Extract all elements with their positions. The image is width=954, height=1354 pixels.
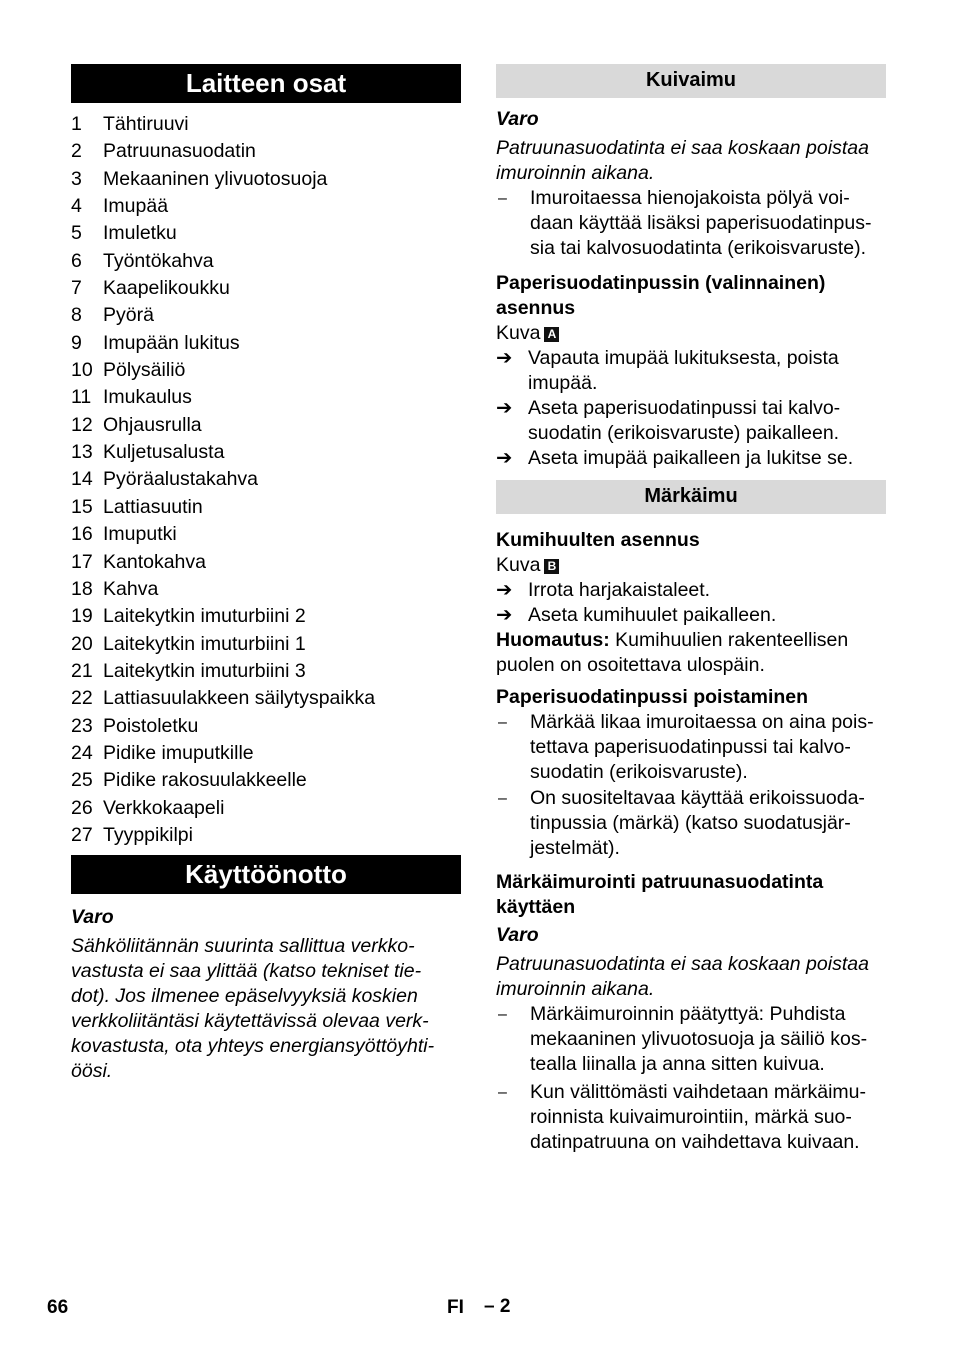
step-item <box>496 603 886 628</box>
part-number: 14 <box>71 468 93 491</box>
dash-item-text <box>530 786 886 861</box>
text-line: tinpussia (märkä) (katso suodatusjär- <box>530 812 851 834</box>
text-line: mekaaninen ylivuotosuoja ja säiliö kos- <box>530 1028 868 1050</box>
section-heading-commissioning: Käyttöönotto <box>71 855 461 894</box>
list-item <box>71 549 461 576</box>
language-code: FI <box>447 1297 464 1318</box>
text-line: Aseta imupää paikalleen ja lukitse se. <box>528 447 854 469</box>
list-item <box>71 111 461 138</box>
text-line: kovastusta, ota yhteys energiansyöttöyhti- <box>71 1035 435 1058</box>
caution-text <box>496 136 886 186</box>
text-line: suodatin (erikoisvaruste). <box>530 761 748 783</box>
list-item <box>71 767 461 794</box>
part-number: 4 <box>71 195 82 218</box>
text-line: imuroinnin aikana. <box>496 978 655 1000</box>
parts-list <box>71 111 461 849</box>
dash-list-item <box>496 1002 886 1077</box>
dash-bullet: – <box>498 1006 507 1023</box>
subheading-rubber-lips: Kumihuulten asennus <box>496 529 700 551</box>
arrow-icon: ➔ <box>496 447 513 469</box>
list-item <box>71 302 461 329</box>
caution-label: Varo <box>496 108 539 130</box>
dash-list-item <box>496 186 886 261</box>
text-line: On suositeltavaa käyttää erikoissuoda- <box>530 787 865 809</box>
step-text <box>528 446 886 471</box>
part-number: 15 <box>71 495 93 518</box>
part-label: Ohjausrulla <box>103 413 202 436</box>
text-line: tettava paperisuodatinpussi tai kalvo- <box>530 736 851 758</box>
text-line: Irrota harjakaistaleet. <box>528 579 711 601</box>
step-item <box>496 346 886 396</box>
part-label: Pyöräalustakahva <box>103 468 259 491</box>
list-item <box>71 357 461 384</box>
part-label: Tähtiruuvi <box>103 113 189 135</box>
part-label: Patruunasuodatin <box>103 140 256 163</box>
part-label: Laitekytkin imuturbiini 2 <box>103 605 306 628</box>
step-text <box>528 396 886 446</box>
section-heading-dry-vacuum: Kuivaimu <box>496 64 886 98</box>
text-line: Patruunasuodatinta ei saa koskaan poistaa <box>496 953 869 975</box>
text-line: puolen on osoitettava ulospäin. <box>496 654 765 676</box>
step-item <box>496 446 886 471</box>
list-item <box>71 603 461 630</box>
part-label: Kantokahva <box>103 550 206 573</box>
text-line: Paperisuodatinpussin (valinnainen) <box>496 272 826 294</box>
list-item <box>71 439 461 466</box>
figure-letter-badge: A <box>544 327 559 342</box>
list-item <box>71 521 461 548</box>
list-item <box>71 795 461 822</box>
part-label: Tyyppikilpi <box>103 823 193 846</box>
section-heading-parts: Laitteen osat <box>71 64 461 103</box>
note-label: Huomautus: <box>496 629 610 651</box>
text-line: Sähköliitännän suurinta sallittua verkko- <box>71 935 415 958</box>
part-label: Laitekytkin imuturbiini 3 <box>103 659 306 682</box>
text-line: roinnista kuivaimurointiin, märkä suo- <box>530 1106 852 1128</box>
part-label: Verkkokaapeli <box>103 796 225 819</box>
list-item <box>71 466 461 493</box>
list-item <box>71 330 461 357</box>
list-item <box>71 275 461 302</box>
part-number: 16 <box>71 523 93 546</box>
arrow-icon: ➔ <box>496 347 513 369</box>
text-line: Märkäimurointi patruunasuodatinta <box>496 871 824 893</box>
text-line: Patruunasuodatinta ei saa koskaan poistaa <box>496 137 869 159</box>
right-column <box>496 64 886 1155</box>
part-number: 22 <box>71 687 93 710</box>
caution-text <box>71 934 461 1084</box>
part-label: Pyörä <box>103 304 154 327</box>
dash-list-item <box>496 710 886 785</box>
text-line: jestelmät). <box>530 837 620 859</box>
part-label: Imupää <box>103 195 169 218</box>
subheading-wet-cartridge <box>496 870 886 920</box>
part-number: 7 <box>71 277 82 300</box>
part-label: Pidike rakosuulakkeelle <box>103 769 307 792</box>
part-number: 23 <box>71 714 93 737</box>
text-line: sia tai kalvosuodatinta (erikoisvaruste). <box>530 237 866 259</box>
part-number: 5 <box>71 222 82 245</box>
part-number: 17 <box>71 550 93 573</box>
list-item <box>71 576 461 603</box>
text-line: öösi. <box>71 1060 113 1083</box>
list-item <box>71 193 461 220</box>
arrow-icon: ➔ <box>496 604 513 626</box>
caution-label: Varo <box>496 924 539 946</box>
list-item <box>71 166 461 193</box>
part-number: 12 <box>71 413 93 436</box>
text-line: daan käyttää lisäksi paperisuodatinpus- <box>530 212 872 234</box>
page-number: 66 <box>47 1297 69 1318</box>
part-label: Kaapelikoukku <box>103 277 230 300</box>
dash-bullet: – <box>498 190 507 207</box>
text-line: verkkoliitäntäsi käytettävissä olevaa verk- <box>71 1010 429 1033</box>
dash-bullet: – <box>498 1084 507 1101</box>
caution-text <box>496 952 886 1002</box>
caution-label: Varo <box>71 906 114 929</box>
text-line: datinpatruuna on vaihdettava kuivaan. <box>530 1131 860 1153</box>
dash-item-text <box>530 1080 886 1155</box>
part-label: Työntökahva <box>103 249 214 272</box>
list-item <box>71 138 461 165</box>
step-text <box>528 603 886 628</box>
part-label: Imupään lukitus <box>103 331 240 354</box>
section-number: – 2 <box>484 1296 511 1317</box>
arrow-icon: ➔ <box>496 397 513 419</box>
step-item <box>496 396 886 446</box>
part-number: 20 <box>71 632 93 655</box>
part-label: Laitekytkin imuturbiini 1 <box>103 632 306 655</box>
part-number: 19 <box>71 605 93 628</box>
text-line: suodatin (erikoisvaruste) paikalleen. <box>528 422 840 444</box>
figure-reference <box>496 321 886 346</box>
step-text <box>528 578 886 603</box>
text-line: Kun välittömästi vaihdetaan märkäimu- <box>530 1081 866 1103</box>
text-line: Märkäimuroinnin päätyttyä: Puhdista <box>530 1003 846 1025</box>
section-heading-wet-vacuum: Märkäimu <box>496 480 886 514</box>
part-label: Lattiasuutin <box>103 495 203 518</box>
list-item <box>71 248 461 275</box>
text-line: käyttäen <box>496 896 576 918</box>
list-item <box>71 685 461 712</box>
part-label: Imukaulus <box>103 386 192 409</box>
figure-reference <box>496 553 886 578</box>
dash-item-text <box>530 710 886 785</box>
part-label: Kahva <box>103 577 159 600</box>
part-number: 25 <box>71 769 93 792</box>
arrow-icon: ➔ <box>496 579 513 601</box>
list-item <box>71 494 461 521</box>
dash-item-text <box>530 186 886 261</box>
text-line: asennus <box>496 297 576 319</box>
dash-bullet: – <box>498 790 507 807</box>
list-item <box>71 631 461 658</box>
part-number: 8 <box>71 304 82 327</box>
part-label: Pidike imuputkille <box>103 741 254 764</box>
part-number: 10 <box>71 359 93 382</box>
list-item <box>71 384 461 411</box>
part-label: Kuljetusalusta <box>103 441 225 464</box>
dash-item-text <box>530 1002 886 1077</box>
text-line: imupää. <box>528 372 598 394</box>
list-item <box>71 740 461 767</box>
list-item <box>71 658 461 685</box>
text-line: Imuroitaessa hienojakoista pölyä voi- <box>530 187 850 209</box>
text-line <box>496 628 886 653</box>
text-line: Vapauta imupää lukituksesta, poista <box>528 347 839 369</box>
note-text: Kumihuulien rakenteellisen <box>609 629 849 651</box>
part-number: 13 <box>71 441 93 464</box>
part-number: 2 <box>71 140 82 163</box>
list-item <box>71 412 461 439</box>
text-line: Märkää likaa imuroitaessa on aina pois- <box>530 711 874 733</box>
part-number: 27 <box>71 823 93 846</box>
figure-letter-badge: B <box>544 559 559 574</box>
list-item <box>71 822 461 849</box>
step-text <box>528 346 886 396</box>
part-number: 11 <box>71 386 92 409</box>
left-column <box>71 64 461 1084</box>
part-number: 6 <box>71 249 82 272</box>
part-label: Poistoletku <box>103 714 199 737</box>
text-line: tealla liinalla ja anna sitten kuivua. <box>530 1053 825 1075</box>
text-line: Aseta kumihuulet paikalleen. <box>528 604 777 626</box>
text-line: vastusta ei saa ylittää (katso tekniset tie- <box>71 960 422 983</box>
part-label: Pölysäiliö <box>103 359 186 382</box>
text-line: Aseta paperisuodatinpussi tai kalvo- <box>528 397 841 419</box>
list-item <box>71 713 461 740</box>
figure-label: Kuva <box>496 554 541 576</box>
figure-label: Kuva <box>496 322 541 344</box>
part-number: 1 <box>71 113 82 135</box>
subheading-paper-bag-install <box>496 271 886 321</box>
dash-bullet: – <box>498 714 507 731</box>
note-paragraph <box>496 628 886 678</box>
dash-list-item <box>496 786 886 861</box>
step-item <box>496 578 886 603</box>
text-line: imuroinnin aikana. <box>496 162 655 184</box>
part-label: Imuletku <box>103 222 177 245</box>
part-number: 26 <box>71 796 93 819</box>
part-label: Imuputki <box>103 523 177 546</box>
list-item <box>71 220 461 247</box>
part-number: 9 <box>71 331 82 354</box>
part-number: 18 <box>71 577 93 600</box>
part-label: Lattiasuulakkeen säilytyspaikka <box>103 687 376 710</box>
subheading-paper-bag-removal: Paperisuodatinpussi poistaminen <box>496 686 809 708</box>
dash-list-item <box>496 1080 886 1155</box>
part-number: 24 <box>71 741 93 764</box>
part-label: Mekaaninen ylivuotosuoja <box>103 167 328 190</box>
part-number: 3 <box>71 167 82 190</box>
part-number: 21 <box>71 659 93 682</box>
text-line: dot). Jos ilmenee epäselvyyksiä koskien <box>71 985 418 1008</box>
